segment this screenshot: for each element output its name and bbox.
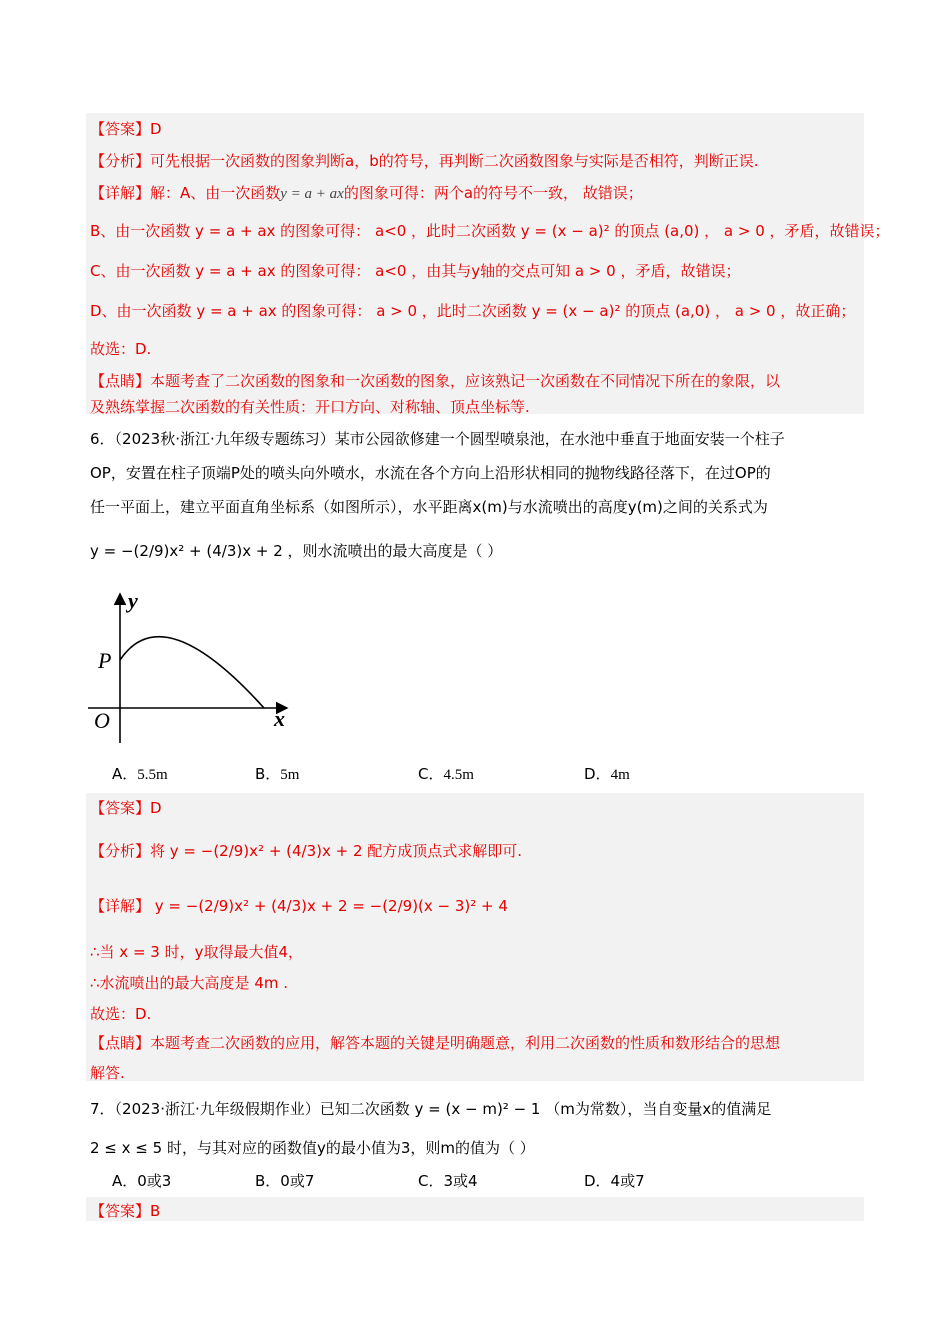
q5-detail-expr: y = a + ax <box>280 186 344 202</box>
q6-option-c-value: 4.5m <box>443 767 474 783</box>
q6-fountain-graph <box>84 588 304 748</box>
q5-detail <box>90 182 643 203</box>
q5-detail-prefix: 【详解】解：A、由一次函数 <box>90 184 281 202</box>
q5-line-b: B、由一次函数 y = a + ax 的图象可得： a<0 ，此时二次函数 y = (x − a)² 的顶点 (a,0) ， a > 0 ，矛盾，故错误； <box>90 222 890 240</box>
q5-comment-1: 【点睛】本题考查了二次函数的图象和一次函数的图象，应该熟记一次函数在不同情况下所在的象限，以 <box>90 372 781 390</box>
q7-option-c[interactable]: C．3或4 <box>418 1172 478 1190</box>
q6-option-b-letter: B． <box>255 765 281 783</box>
q6-stem-3: 任一平面上，建立平面直角坐标系（如图所示），水平距离x(m)与水流喷出的高度y(m)之间的关系式为 <box>90 498 768 516</box>
q7-stem-2: 2 ≤ x ≤ 5 时，与其对应的函数值y的最小值为3，则m的值为（ ） <box>90 1139 535 1157</box>
q6-analysis: 【分析】将 y = −(2/9)x² + (4/3)x + 2 配方成顶点式求解即可. <box>90 842 523 860</box>
q6-option-d[interactable] <box>584 763 630 784</box>
q7-option-d[interactable]: D．4或7 <box>584 1172 645 1190</box>
q6-option-c[interactable] <box>418 763 474 784</box>
q6-option-a-value: 5.5m <box>137 767 168 783</box>
q6-answer: 【答案】D <box>90 799 162 817</box>
q6-option-d-value: 4m <box>610 767 630 783</box>
q7-option-a[interactable]: A．0或3 <box>112 1172 172 1190</box>
q5-line-d: D、由一次函数 y = a + ax 的图象可得： a > 0 ，此时二次函数 y = (x − a)² 的顶点 (a,0) ， a > 0 ，故正确； <box>90 302 856 320</box>
q6-comment-2: 解答. <box>90 1064 125 1082</box>
q6-stem-1: 6．（2023秋·浙江·九年级专题练习）某市公园欲修建一个圆型喷泉池，在水池中垂直于地面安装一个柱子 <box>90 430 785 448</box>
point-p-label: P <box>98 648 112 673</box>
q6-option-b-value: 5m <box>280 767 300 783</box>
x-axis-label: x <box>274 706 285 731</box>
q7-stem-1: 7．（2023·浙江·九年级假期作业）已知二次函数 y = (x − m)² − 1 （m为常数），当自变量x的值满足 <box>90 1100 772 1118</box>
q5-analysis: 【分析】可先根据一次函数的图象判断a，b的符号，再判断二次函数图象与实际是否相符，判断正误. <box>90 152 759 170</box>
q5-detail-suffix: 的图象可得：两个a的符号不一致， 故错误； <box>343 184 643 202</box>
q7-option-b[interactable]: B．0或7 <box>255 1172 315 1190</box>
y-axis-label: y <box>128 588 138 613</box>
q6-option-a-letter: A． <box>112 765 138 783</box>
q7-answer: 【答案】B <box>90 1202 161 1220</box>
origin-label: O <box>94 708 110 733</box>
q6-detail: 【详解】 y = −(2/9)x² + (4/3)x + 2 = −(2/9)(x − 3)² + 4 <box>90 897 508 915</box>
q6-option-a[interactable] <box>112 763 168 784</box>
q6-comment-1: 【点睛】本题考查二次函数的应用，解答本题的关键是明确题意，利用二次函数的性质和数形结合的思想 <box>90 1034 781 1052</box>
q6-line-1: ∴当 x = 3 时，y取得最大值4， <box>90 943 304 961</box>
q6-option-d-letter: D． <box>584 765 611 783</box>
q6-choose: 故选：D. <box>90 1005 152 1023</box>
q6-stem-2: OP，安置在柱子顶端P处的喷头向外喷水，水流在各个方向上沿形状相同的抛物线路径落下，在过OP的 <box>90 464 771 482</box>
q6-option-b[interactable] <box>255 763 299 784</box>
q5-choose: 故选：D. <box>90 340 152 358</box>
q7-solution-block <box>86 1197 864 1221</box>
q5-line-c: C、由一次函数 y = a + ax 的图象可得： a<0 ，由其与y轴的交点可知 a > 0 ，矛盾，故错误； <box>90 262 741 280</box>
q6-stem-4: y = −(2/9)x² + (4/3)x + 2 ，则水流喷出的最大高度是（ ） <box>90 542 503 560</box>
q5-comment-2: 及熟练掌握二次函数的有关性质：开口方向、对称轴、顶点坐标等. <box>90 398 530 416</box>
q6-line-2: ∴水流喷出的最大高度是 4m . <box>90 974 289 992</box>
parabola-curve <box>120 637 264 708</box>
q6-option-c-letter: C． <box>418 765 444 783</box>
q5-answer: 【答案】D <box>90 120 162 138</box>
